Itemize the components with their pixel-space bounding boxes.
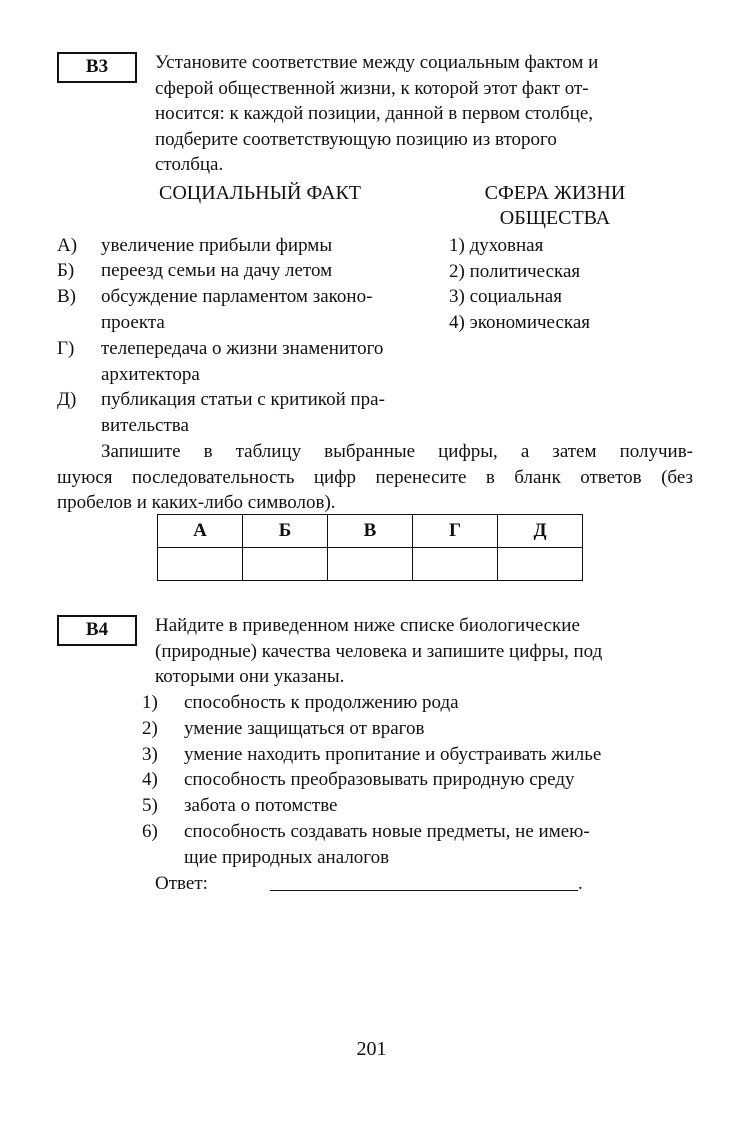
list-item-line: способность создавать новые предметы, не имею- — [184, 821, 590, 842]
fact-text — [101, 336, 446, 387]
answer-table-header-row — [158, 515, 583, 548]
fact-line: вительства — [101, 414, 189, 436]
list-item — [142, 716, 424, 742]
b3-intro — [155, 50, 695, 178]
fact-text: переезд семьи на дачу летом — [101, 260, 333, 281]
list-item-line: щие природных аналогов — [184, 846, 390, 868]
answer-table-input-row — [158, 548, 583, 581]
list-item — [142, 767, 575, 793]
list-item-number: 1) — [142, 692, 158, 713]
sphere-item: 4) экономическая — [449, 311, 591, 333]
list-item — [142, 742, 601, 768]
sphere-item: 1) духовная — [449, 235, 544, 256]
fact-line: телепередача о жизни знаменитого — [101, 338, 384, 359]
list-item-text: умение защищаться от врагов — [184, 718, 425, 739]
b3-instruction — [57, 439, 693, 516]
column-header-spheres — [450, 181, 660, 231]
list-item-number: 4) — [142, 769, 158, 790]
fact-line: обсуждение парламентом законо- — [101, 286, 373, 307]
sphere-item: 3) социальная — [449, 286, 562, 307]
list-item-text — [184, 819, 590, 870]
b4-intro-line: Найдите в приведенном ниже списке биологические — [155, 615, 580, 636]
answer-table-header: А — [158, 515, 243, 548]
fact-row — [57, 284, 446, 335]
answer-label: Ответ: — [155, 873, 208, 894]
b3-intro-line: Установите соответствие между социальным фактом и — [155, 52, 599, 73]
answer-table-header: Д — [498, 515, 583, 548]
list-item-number: 3) — [142, 744, 158, 765]
answer-cell[interactable] — [413, 548, 498, 581]
fact-letter: Д) — [57, 389, 77, 410]
fact-text — [101, 387, 446, 438]
answer-period: . — [578, 873, 583, 894]
b4-intro-line: (природные) качества человека и запишите цифры, под — [155, 640, 603, 662]
b3-intro-line: подберите соответствующую позицию из второго — [155, 128, 557, 150]
answer-table-header: Б — [243, 515, 328, 548]
list-item — [142, 690, 459, 716]
answer-cell[interactable] — [328, 548, 413, 581]
list-item-text: умение находить пропитание и обустраивать жилье — [184, 744, 602, 765]
b4-intro-line: которыми они указаны. — [155, 666, 345, 687]
list-item-number: 2) — [142, 718, 158, 739]
sphere-item: 2) политическая — [449, 260, 581, 282]
b3-intro-line: носится: к каждой позиции, данной в первом столбце, — [155, 103, 594, 124]
fact-letter: Б) — [57, 260, 75, 281]
fact-text — [101, 284, 446, 335]
task-label-b4: В4 — [57, 615, 137, 646]
answer-table-header: Г — [413, 515, 498, 548]
answer-table-header: В — [328, 515, 413, 548]
list-item-text: способность к продолжению рода — [184, 692, 459, 713]
fact-line: проекта — [101, 311, 165, 333]
answer-table — [157, 514, 583, 581]
spheres-list — [449, 233, 590, 335]
b3-intro-line: сферой общественной жизни, к которой этот факт от- — [155, 77, 589, 99]
b3-intro-line: столбца. — [155, 154, 224, 175]
fact-row — [57, 233, 446, 259]
fact-text: увеличение прибыли фирмы — [101, 235, 333, 256]
fact-row — [57, 258, 446, 284]
column-header-facts: СОЦИАЛЬНЫЙ ФАКТ — [158, 182, 362, 204]
list-item-text: забота о потомстве — [184, 795, 338, 816]
fact-letter: В) — [57, 286, 76, 307]
fact-letter: А) — [57, 235, 78, 256]
fact-row — [57, 387, 446, 438]
answer-cell[interactable] — [158, 548, 243, 581]
instruction-line: пробелов и каких-либо символов). — [57, 492, 336, 513]
column-header-line: СФЕРА ЖИЗНИ — [484, 182, 626, 204]
task-label-b3: В3 — [57, 52, 137, 83]
list-item-number: 5) — [142, 795, 158, 816]
fact-row — [57, 336, 446, 387]
page-number: 201 — [356, 1038, 387, 1060]
list-item-number: 6) — [142, 821, 158, 842]
list-item — [142, 793, 337, 819]
list-item-text: способность преобразовывать природную среду — [184, 769, 575, 790]
fact-line: архитектора — [101, 363, 200, 385]
fact-letter: Г) — [57, 338, 75, 359]
instruction-line: Запишите в таблицу выбранные цифры, а затем получив- — [101, 441, 693, 462]
b4-intro — [155, 613, 695, 690]
answer-cell[interactable] — [498, 548, 583, 581]
answer-input-line[interactable] — [270, 890, 578, 891]
column-header-line: ОБЩЕСТВА — [499, 207, 611, 229]
answer-cell[interactable] — [243, 548, 328, 581]
fact-line: публикация статьи с критикой пра- — [101, 389, 385, 410]
instruction-line: шуюся последовательность цифр перенесите в бланк ответов (без — [57, 466, 693, 488]
list-item — [142, 819, 590, 870]
